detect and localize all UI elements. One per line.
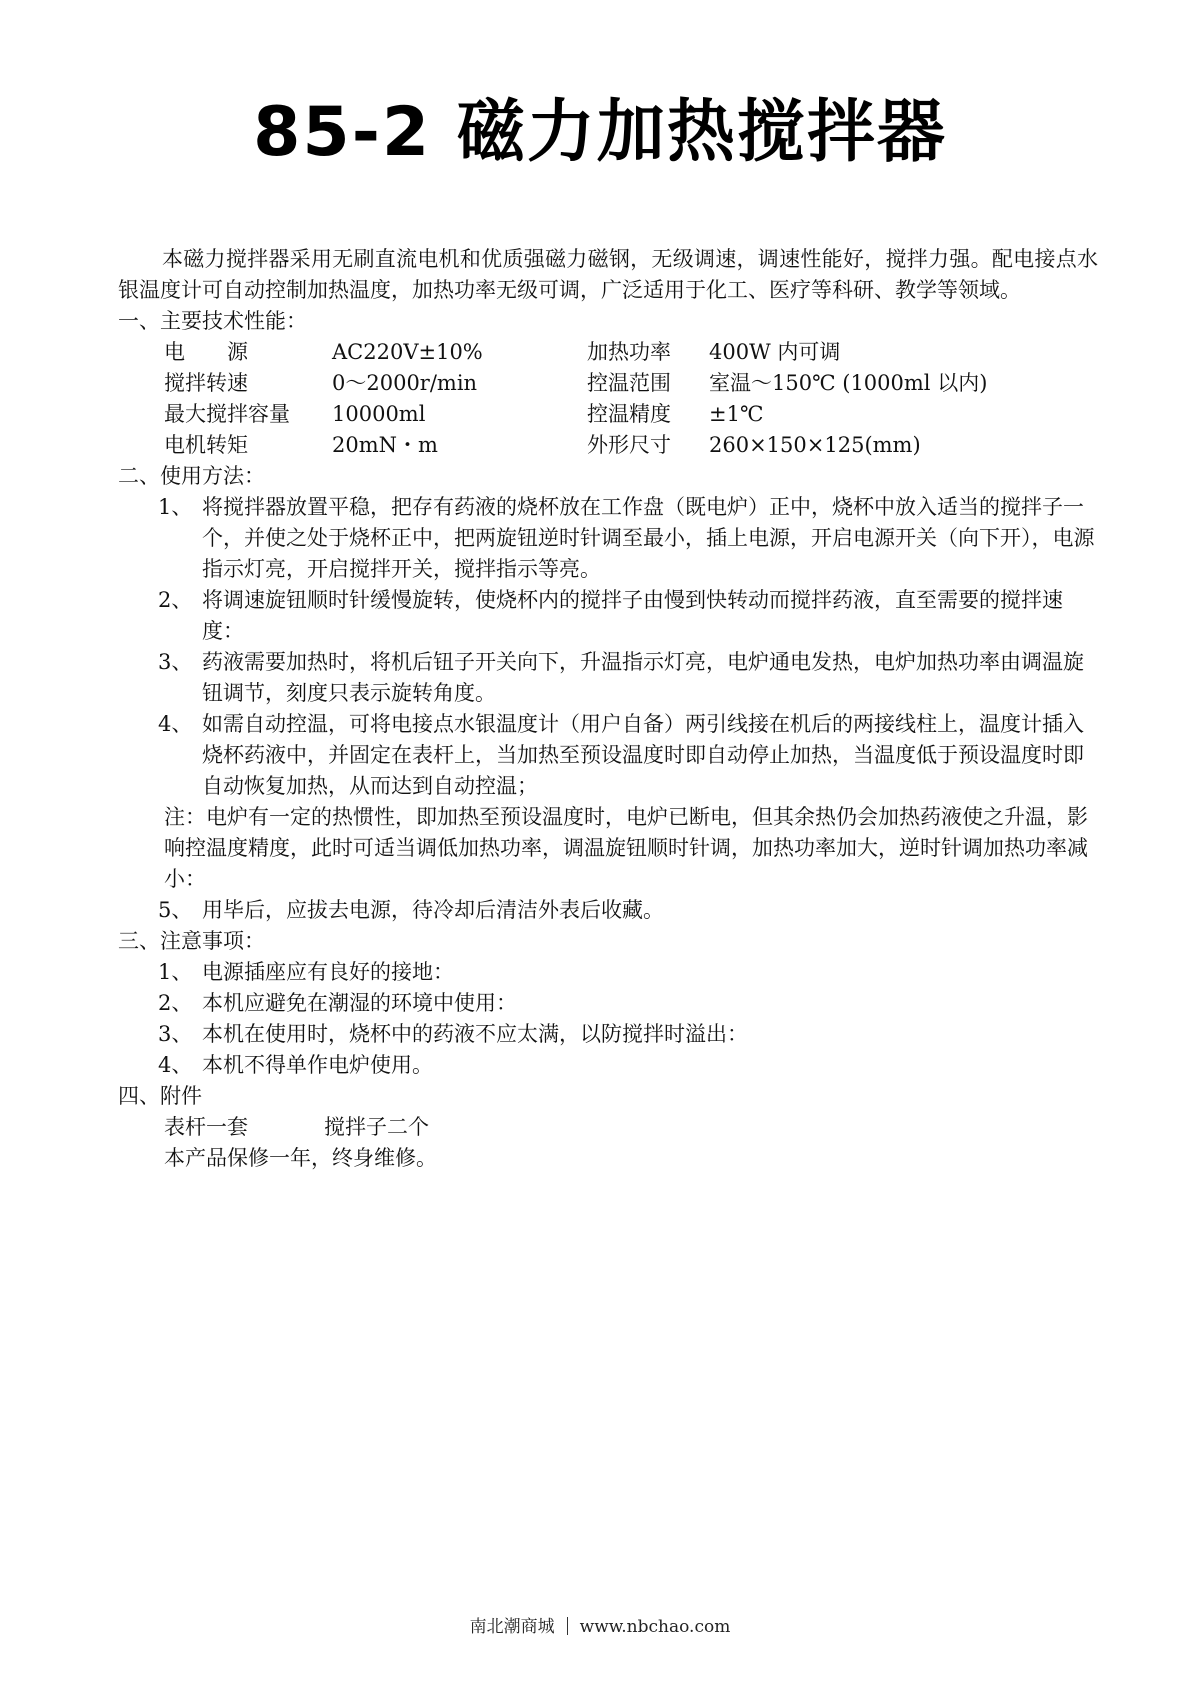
list-number: 1、 xyxy=(158,960,193,984)
spec-label: 控温精度 xyxy=(587,402,671,426)
list-item xyxy=(118,492,1098,585)
spec-value: 400W 内可调 xyxy=(709,340,841,364)
spec-value: 0～2000r/min xyxy=(332,371,478,395)
list-text: 本机应避免在潮湿的环境中使用： xyxy=(202,991,517,1015)
spec-value: 20mN・m xyxy=(332,433,438,457)
spec-value: AC220V±10% xyxy=(332,340,483,364)
spec-label: 外形尺寸 xyxy=(587,433,671,457)
list-number: 3、 xyxy=(158,650,193,674)
footer-url-link[interactable]: www.nbchao.com xyxy=(579,1617,731,1637)
spec-label: 电 源 xyxy=(164,340,248,364)
spec-label: 电机转矩 xyxy=(164,433,248,457)
list-number: 2、 xyxy=(158,991,193,1015)
list-text: 如需自动控温，可将电接点水银温度计（用户自备）两引线接在机后的两接线柱上，温度计插入烧杯药液中，并固定在表杆上，当加热至预设温度时即自动停止加热，当温度低于预设温度时即自动恢复加热，从而达到自动控温； xyxy=(202,712,1084,798)
spec-value: 260×150×125(mm) xyxy=(709,433,921,457)
list-text: 用毕后，应拔去电源，待冷却后清洁外表后收藏。 xyxy=(202,898,664,922)
list-item xyxy=(118,1050,1098,1081)
spec-table xyxy=(164,337,1098,461)
warranty-text: 本产品保修一年，终身维修。 xyxy=(164,1146,437,1170)
spec-row xyxy=(164,399,1098,430)
list-text: 电源插座应有良好的接地： xyxy=(202,960,454,984)
spec-row xyxy=(164,430,1098,461)
accessory-row xyxy=(118,1112,1098,1143)
list-number: 4、 xyxy=(158,1053,193,1077)
list-text: 将调速旋钮顺时针缓慢旋转，使烧杯内的搅拌子由慢到快转动而搅拌药液，直至需要的搅拌速度： xyxy=(202,588,1063,643)
spec-row xyxy=(164,337,1098,368)
list-item xyxy=(118,1019,1098,1050)
list-item xyxy=(118,988,1098,1019)
accessory-item: 搅拌子二个 xyxy=(324,1115,429,1139)
list-item xyxy=(118,709,1098,802)
list-item xyxy=(118,647,1098,709)
spec-label: 加热功率 xyxy=(587,340,671,364)
note-paragraph: 注：电炉有一定的热惯性，即加热至预设温度时，电炉已断电，但其余热仍会加热药液使之升温，影响控温度精度，此时可适当调低加热功率，调温旋钮顺时针调，加热功率加大，逆时针调加热功率减小： xyxy=(164,805,1088,891)
spec-value: ±1℃ xyxy=(709,402,764,426)
list-text: 药液需要加热时，将机后钮子开关向下，升温指示灯亮，电炉通电发热，电炉加热功率由调温旋钮调节，刻度只表示旋转角度。 xyxy=(202,650,1084,705)
list-text: 本机不得单作电炉使用。 xyxy=(202,1053,433,1077)
intro-paragraph: 本磁力搅拌器采用无刷直流电机和优质强磁力磁钢，无级调速，调速性能好，搅拌力强。配电接点水银温度计可自动控制加热温度，加热功率无级可调，广泛适用于化工、医疗等科研、教学等领域。 xyxy=(118,247,1098,302)
list-number: 2、 xyxy=(158,588,193,612)
section-heading-accessories: 四、附件 xyxy=(118,1084,202,1108)
spec-label: 最大搅拌容量 xyxy=(164,402,290,426)
spec-value: 室温～150℃ (1000ml 以内) xyxy=(709,371,988,395)
list-number: 5、 xyxy=(158,898,193,922)
list-text: 将搅拌器放置平稳，把存有药液的烧杯放在工作盘（既电炉）正中，烧杯中放入适当的搅拌子一个，并使之处于烧杯正中，把两旋钮逆时针调至最小，插上电源，开启电源开关（向下开），电源指示灯亮，开启搅拌开关，搅拌指示等亮。 xyxy=(202,495,1095,581)
document-title: 85-2 磁力加热搅拌器 xyxy=(253,93,947,172)
spec-label: 搅拌转速 xyxy=(164,371,248,395)
spec-value: 10000ml xyxy=(332,402,426,426)
section-heading-usage: 二、使用方法： xyxy=(118,464,265,488)
accessory-item: 表杆一套 xyxy=(164,1115,248,1139)
list-item xyxy=(118,895,1098,926)
list-number: 3、 xyxy=(158,1022,193,1046)
list-number: 4、 xyxy=(158,712,193,736)
footer-site-name: 南北潮商城 xyxy=(469,1617,555,1637)
list-item xyxy=(118,957,1098,988)
list-text: 本机在使用时，烧杯中的药液不应太满，以防搅拌时溢出： xyxy=(202,1022,748,1046)
document-body xyxy=(118,244,1098,1174)
list-item xyxy=(118,585,1098,647)
footer-divider xyxy=(567,1617,568,1635)
spec-row xyxy=(164,368,1098,399)
section-heading-precautions: 三、注意事项： xyxy=(118,929,265,953)
spec-label: 控温范围 xyxy=(587,371,671,395)
list-number: 1、 xyxy=(158,495,193,519)
page-footer xyxy=(0,1612,1200,1637)
section-heading-specs: 一、主要技术性能： xyxy=(118,309,307,333)
